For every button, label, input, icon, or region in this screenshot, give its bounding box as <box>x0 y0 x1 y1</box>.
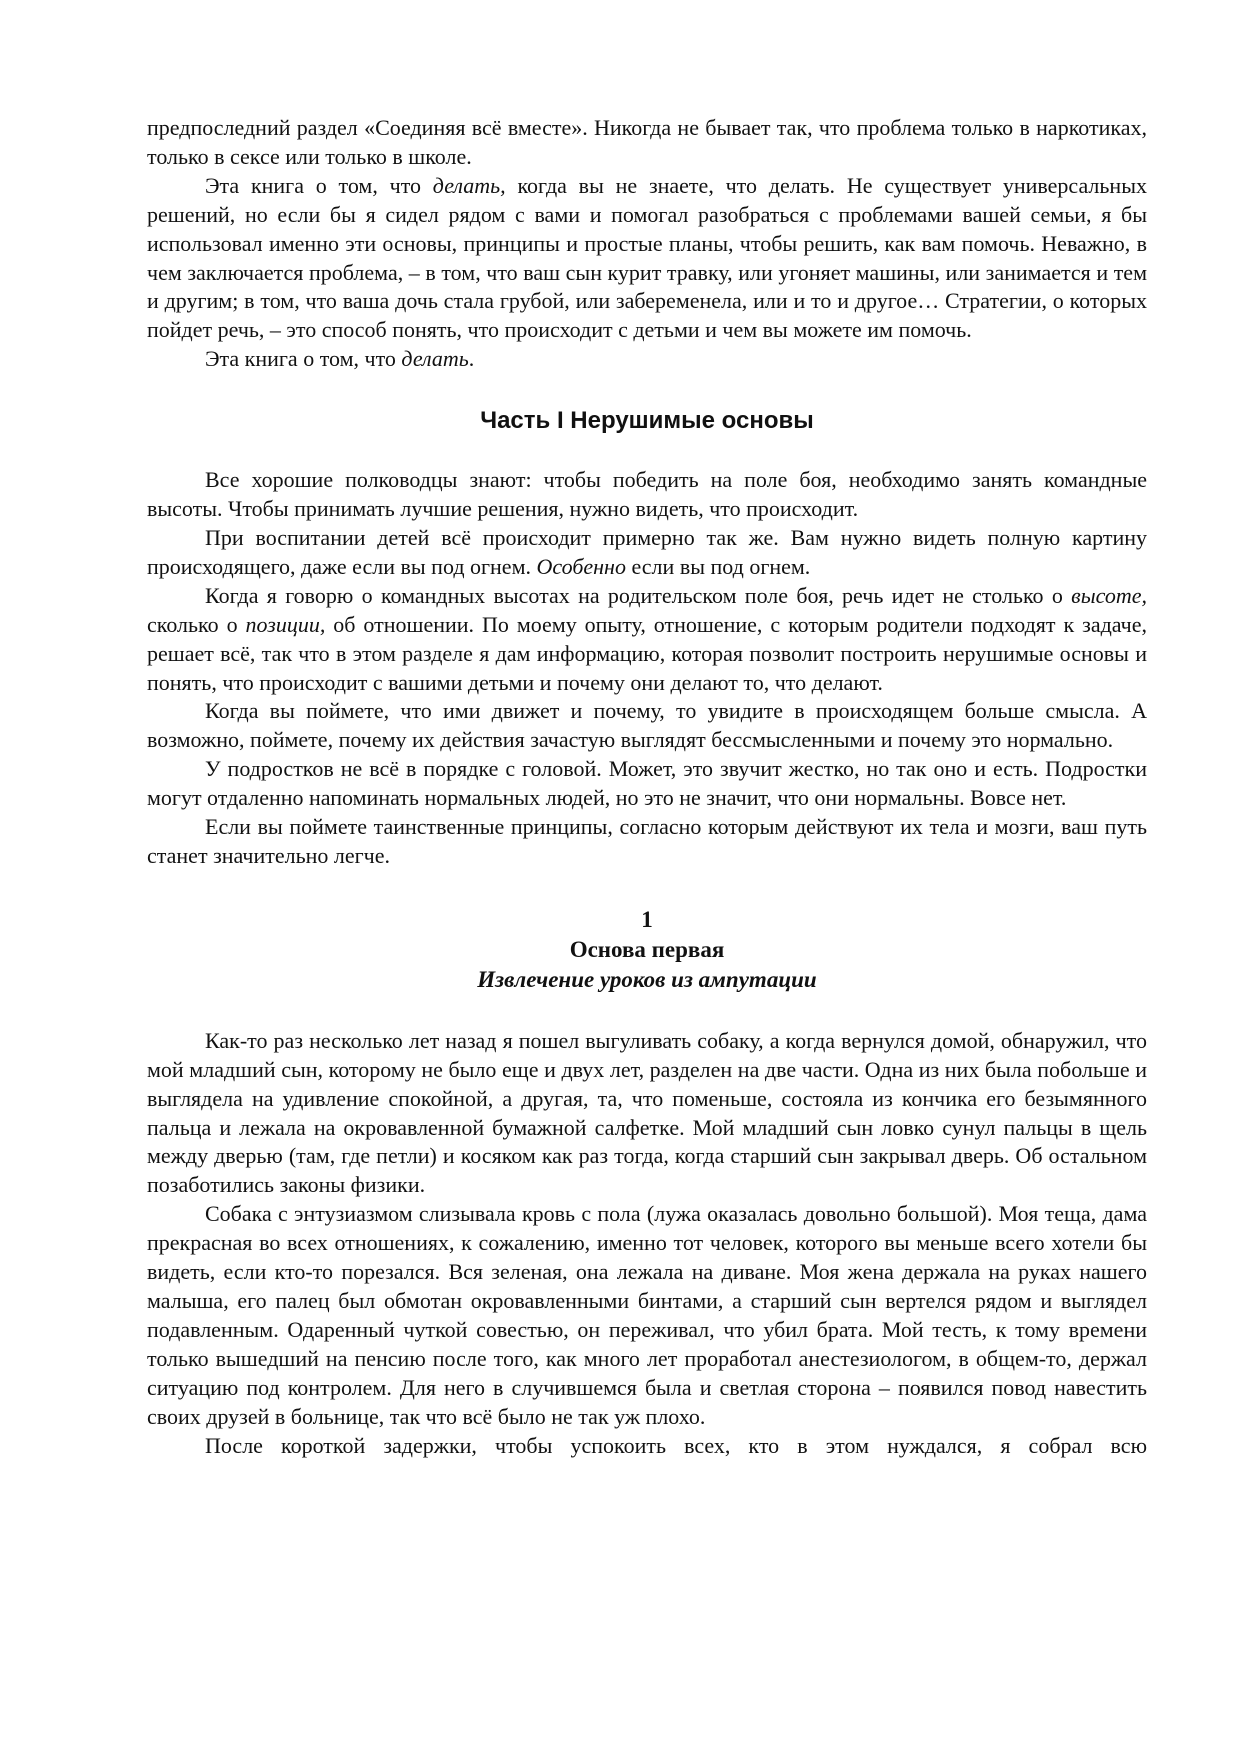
part-p2-text-b: если вы под огнем. <box>625 553 811 579</box>
part-p3-text-a: Когда я говорю о командных высотах на родительском поле боя, речь идет не столько о <box>205 582 1072 608</box>
intro-paragraph-1 <box>147 114 1147 172</box>
intro-paragraph-2 <box>147 172 1147 345</box>
part-p3-emphasis-1: высоте, <box>1071 582 1147 608</box>
chapter-paragraph-2: Собака с энтузиазмом слизывала кровь с пола (лужа оказалась довольно большой). Моя теща, дама прекрасная во всех отношениях, к сожалению, именно тот человек, которого вы меньше всего хотели бы видеть, если кто-то порезался. Вся зеленая, она лежала на диване. Моя жена держала на руках нашего малыша, его палец был обмотан окровавленными бинтами, а старший сын вертелся рядом и выглядел подавленным. Одаренный чуткой совестью, он переживал, что убил брата. Мой тесть, к тому времени только вышедший на пенсию после того, как много лет проработал анестезиологом, в общем-то, держал ситуацию под контролем. Для него в случившемся была и светлая сторона – появился повод навестить своих друзей в больнице, так что всё было не так уж плохо. <box>147 1201 1147 1429</box>
intro-p3-emphasis: делать <box>401 346 469 372</box>
part-paragraph-2 <box>147 524 1147 582</box>
part-heading: Часть I Нерушимые основы <box>480 407 814 435</box>
intro-p2-emphasis: делать, <box>432 172 506 198</box>
intro-p2-text-b: когда вы не знаете, что делать. Не существует универсальных решений, но если бы я сидел рядом с вами и помогал разобраться с проблемами вашей семьи, я бы использовал именно эти основы, принципы и простые планы, чтобы решить, как вам помочь. Неважно, в чем заключается проблема, – в том, что ваш сын курит травку, или угоняет машины, или занимается и тем и другим; в том, что ваша дочь стала грубой, или забеременела, или и то и другое… Стратегии, о которых пойдет речь, – это способ понять, что происходит с детьми и чем вы можете им помочь. <box>147 172 1147 343</box>
intro-paragraph-3 <box>147 345 1147 374</box>
chapter-title: Основа первая <box>569 936 725 962</box>
chapter-paragraph-3: После короткой задержки, чтобы успокоить всех, кто в этом нуждался, я собрал всю <box>205 1432 1147 1458</box>
part-p2-text-a: При воспитании детей всё происходит примерно так же. Вам нужно видеть полную картину происходящего, даже если вы под огнем. <box>147 524 1147 579</box>
intro-p3-text-b: . <box>468 346 475 372</box>
part-paragraph-5: У подростков не всё в порядке с головой. Может, это звучит жестко, но так оно и есть. Подростки могут отдаленно напоминать нормальных людей, но это не значит, что они нормальны. Вовсе нет. <box>147 756 1147 811</box>
chapter-number: 1 <box>641 906 653 932</box>
chapter-subtitle: Извлечение уроков из ампутации <box>477 966 817 992</box>
part-p3-text-b: сколько о <box>147 611 246 637</box>
part-paragraph-6: Если вы поймете таинственные принципы, согласно которым действуют их тела и мозги, ваш путь станет значительно легче. <box>147 814 1147 868</box>
document-page <box>147 114 1147 1460</box>
intro-p3-text-a: Эта книга о том, что <box>205 346 402 372</box>
part-paragraph-1: Все хорошие полководцы знают: чтобы победить на поле боя, необходимо занять командные высоты. Чтобы принимать лучшие решения, нужно видеть, что происходит. <box>147 467 1147 522</box>
part-p3-emphasis-2: позиции, <box>245 611 326 637</box>
chapter-heading-block <box>147 905 1147 995</box>
chapter-paragraph-1: Как-то раз несколько лет назад я пошел выгуливать собаку, а когда вернулся домой, обнаружил, что мой младший сын, которому не было еще и двух лет, разделен на две части. Одна из них была побольше и выглядела на удивление спокойной, а другая, та, что поменьше, состояла из кончика его безымянного пальца и лежала на окровавленной бумажной салфетке. Мой младший сын ловко сунул пальцы в щель между дверью (там, где петли) и косяком как раз тогда, когда старший сын закрывал дверь. Об остальном позаботились законы физики. <box>147 1027 1147 1198</box>
part-paragraph-3 <box>147 582 1147 698</box>
intro-p2-text-a: Эта книга о том, что <box>205 172 433 198</box>
part-p2-emphasis: Особенно <box>536 553 626 579</box>
intro-paragraph-1-text: предпоследний раздел «Соединяя всё вместе». Никогда не бывает так, что проблема только в наркотиках, только в сексе или только в школе. <box>147 115 1147 169</box>
part-p3-text-c: об отношении. По моему опыту, отношение, с которым родители подходят к задаче, решает всё, так что в этом разделе я дам информацию, которая позволит построить нерушимые основы и понять, что происходит с вашими детьми и почему они делают то, что делают. <box>147 611 1147 695</box>
part-paragraph-4: Когда вы поймете, что ими движет и почему, то увидите в происходящем больше смысла. А возможно, поймете, почему их действия зачастую выглядят бессмысленными и почему это нормально. <box>147 698 1147 753</box>
